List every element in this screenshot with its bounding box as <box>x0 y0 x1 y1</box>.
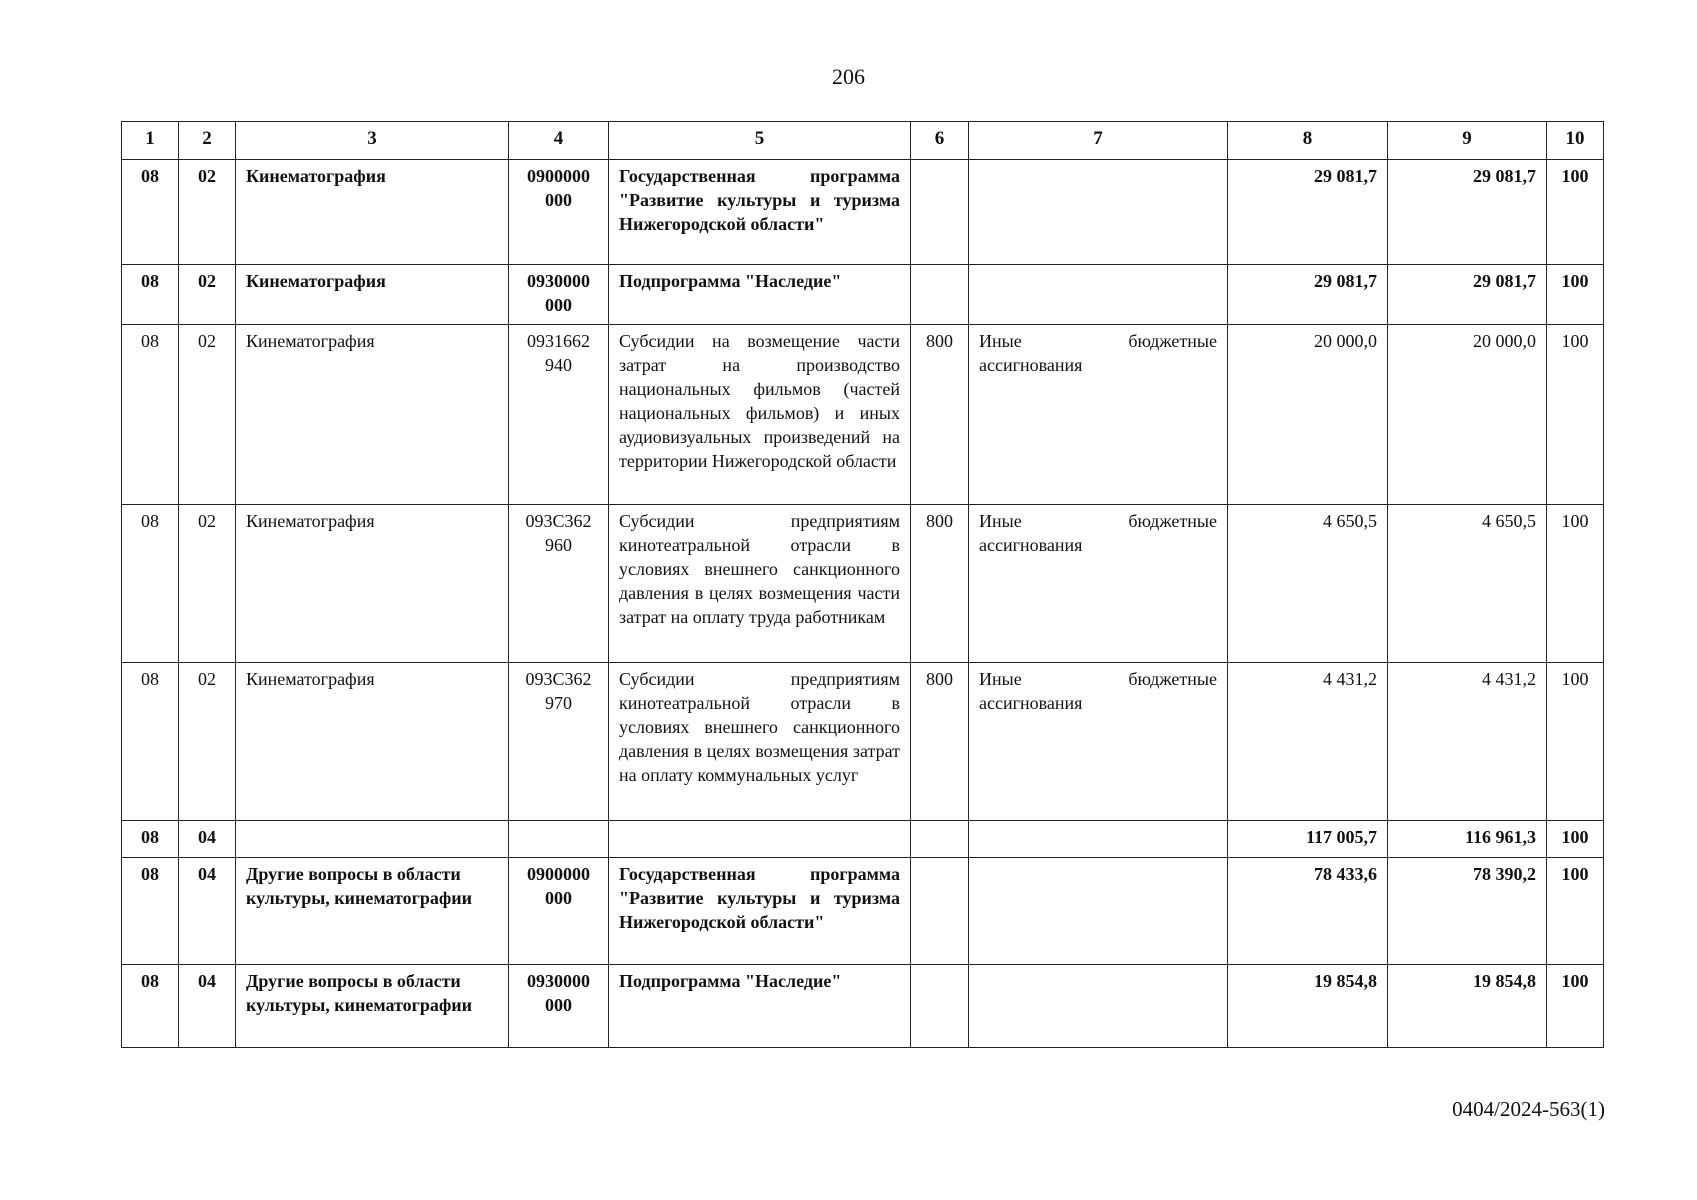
table-body <box>122 160 1604 1048</box>
cell-name: Кинематография <box>236 265 509 325</box>
table-row <box>122 505 1604 663</box>
cell-expense-type: 800 <box>911 325 969 505</box>
cell-expense-type: 800 <box>911 663 969 821</box>
header-col-4: 4 <box>509 122 609 160</box>
cell-percent: 100 <box>1547 265 1604 325</box>
target-code-line-1: 093С362 <box>525 511 592 531</box>
cell-percent: 100 <box>1547 663 1604 821</box>
cell-subsection: 02 <box>179 325 236 505</box>
cell-program-name <box>609 821 911 858</box>
cell-executed: 78 390,2 <box>1388 858 1547 965</box>
document-code: 0404/2024-563(1) <box>1452 1097 1605 1121</box>
cell-percent: 100 <box>1547 858 1604 965</box>
cell-name: Другие вопросы в области культуры, кинематографии <box>236 965 509 1048</box>
table-row <box>122 965 1604 1048</box>
cell-executed: 116 961,3 <box>1388 821 1547 858</box>
cell-section: 08 <box>122 858 179 965</box>
cell-expense-name <box>969 965 1228 1048</box>
target-code-line-1: 0931662 <box>527 331 590 351</box>
cell-percent: 100 <box>1547 505 1604 663</box>
cell-section: 08 <box>122 160 179 265</box>
cell-section: 08 <box>122 505 179 663</box>
header-col-9: 9 <box>1388 122 1547 160</box>
budget-table <box>121 121 1604 1048</box>
cell-subsection: 04 <box>179 858 236 965</box>
cell-target-code <box>509 325 609 505</box>
cell-executed: 29 081,7 <box>1388 265 1547 325</box>
cell-planned: 78 433,6 <box>1228 858 1388 965</box>
cell-planned: 29 081,7 <box>1228 265 1388 325</box>
cell-subsection: 04 <box>179 965 236 1048</box>
cell-program-name: Субсидии предприятиям кинотеатральной отрасли в условиях внешнего санкционного давления в целях возмещения затрат на оплату коммунальных услуг <box>609 663 911 821</box>
cell-executed: 29 081,7 <box>1388 160 1547 265</box>
cell-expense-type <box>911 160 969 265</box>
cell-executed: 4 431,2 <box>1388 663 1547 821</box>
cell-expense-name <box>969 858 1228 965</box>
cell-expense-type <box>911 265 969 325</box>
target-code-line-1: 0930000 <box>527 971 590 991</box>
cell-subsection: 04 <box>179 821 236 858</box>
target-code-line-2: 970 <box>545 693 572 713</box>
cell-name <box>236 821 509 858</box>
cell-name: Кинематография <box>236 663 509 821</box>
cell-expense-type <box>911 858 969 965</box>
cell-program-name: Государственная программа "Развитие культуры и туризма Нижегородской области" <box>609 160 911 265</box>
target-code-line-1: 0900000 <box>527 166 590 186</box>
cell-expense-name: Иные бюджетные ассигнования <box>969 325 1228 505</box>
cell-section: 08 <box>122 663 179 821</box>
cell-target-code <box>509 663 609 821</box>
target-code-line-1: 0930000 <box>527 271 590 291</box>
cell-expense-type: 800 <box>911 505 969 663</box>
header-col-2: 2 <box>179 122 236 160</box>
cell-percent: 100 <box>1547 160 1604 265</box>
target-code-line-2: 000 <box>545 888 572 908</box>
cell-percent: 100 <box>1547 325 1604 505</box>
cell-target-code <box>509 965 609 1048</box>
cell-percent: 100 <box>1547 821 1604 858</box>
table-row <box>122 160 1604 265</box>
cell-planned: 117 005,7 <box>1228 821 1388 858</box>
cell-planned: 4 650,5 <box>1228 505 1388 663</box>
cell-program-name: Подпрограмма "Наследие" <box>609 965 911 1048</box>
cell-planned: 4 431,2 <box>1228 663 1388 821</box>
cell-subsection: 02 <box>179 265 236 325</box>
target-code-line-2: 000 <box>545 295 572 315</box>
cell-target-code <box>509 858 609 965</box>
cell-section: 08 <box>122 325 179 505</box>
cell-section: 08 <box>122 965 179 1048</box>
table-row <box>122 663 1604 821</box>
cell-name: Кинематография <box>236 505 509 663</box>
cell-target-code <box>509 821 609 858</box>
cell-expense-name <box>969 821 1228 858</box>
cell-name: Другие вопросы в области культуры, кинематографии <box>236 858 509 965</box>
cell-target-code <box>509 160 609 265</box>
cell-target-code <box>509 265 609 325</box>
cell-expense-type <box>911 965 969 1048</box>
cell-expense-name: Иные бюджетные ассигнования <box>969 505 1228 663</box>
cell-program-name: Государственная программа "Развитие культуры и туризма Нижегородской области" <box>609 858 911 965</box>
cell-executed: 4 650,5 <box>1388 505 1547 663</box>
cell-expense-name: Иные бюджетные ассигнования <box>969 663 1228 821</box>
cell-percent: 100 <box>1547 965 1604 1048</box>
cell-expense-type <box>911 821 969 858</box>
header-col-5: 5 <box>609 122 911 160</box>
cell-subsection: 02 <box>179 160 236 265</box>
header-col-8: 8 <box>1228 122 1388 160</box>
cell-planned: 29 081,7 <box>1228 160 1388 265</box>
header-col-1: 1 <box>122 122 179 160</box>
cell-planned: 19 854,8 <box>1228 965 1388 1048</box>
header-col-3: 3 <box>236 122 509 160</box>
target-code-line-2: 000 <box>545 995 572 1015</box>
cell-section: 08 <box>122 821 179 858</box>
table-row <box>122 265 1604 325</box>
cell-planned: 20 000,0 <box>1228 325 1388 505</box>
table-row <box>122 821 1604 858</box>
cell-subsection: 02 <box>179 505 236 663</box>
cell-section: 08 <box>122 265 179 325</box>
cell-program-name: Субсидии на возмещение части затрат на производство национальных фильмов (частей национальных фильмов) и иных аудиовизуальных произведений на территории Нижегородской области <box>609 325 911 505</box>
header-col-7: 7 <box>969 122 1228 160</box>
header-col-6: 6 <box>911 122 969 160</box>
cell-target-code <box>509 505 609 663</box>
cell-subsection: 02 <box>179 663 236 821</box>
cell-program-name: Подпрограмма "Наследие" <box>609 265 911 325</box>
table-row <box>122 858 1604 965</box>
cell-name: Кинематография <box>236 325 509 505</box>
target-code-line-2: 000 <box>545 190 572 210</box>
header-col-10: 10 <box>1547 122 1604 160</box>
cell-expense-name <box>969 265 1228 325</box>
target-code-line-1: 093С362 <box>525 669 592 689</box>
table-header <box>122 122 1604 160</box>
target-code-line-1: 0900000 <box>527 864 590 884</box>
table-row <box>122 325 1604 505</box>
cell-executed: 20 000,0 <box>1388 325 1547 505</box>
header-row <box>122 122 1604 160</box>
cell-expense-name <box>969 160 1228 265</box>
target-code-line-2: 940 <box>545 355 572 375</box>
page-number: 206 <box>832 64 865 89</box>
target-code-line-2: 960 <box>545 535 572 555</box>
cell-program-name: Субсидии предприятиям кинотеатральной отрасли в условиях внешнего санкционного давления в целях возмещения части затрат на оплату труда работникам <box>609 505 911 663</box>
cell-executed: 19 854,8 <box>1388 965 1547 1048</box>
cell-name: Кинематография <box>236 160 509 265</box>
